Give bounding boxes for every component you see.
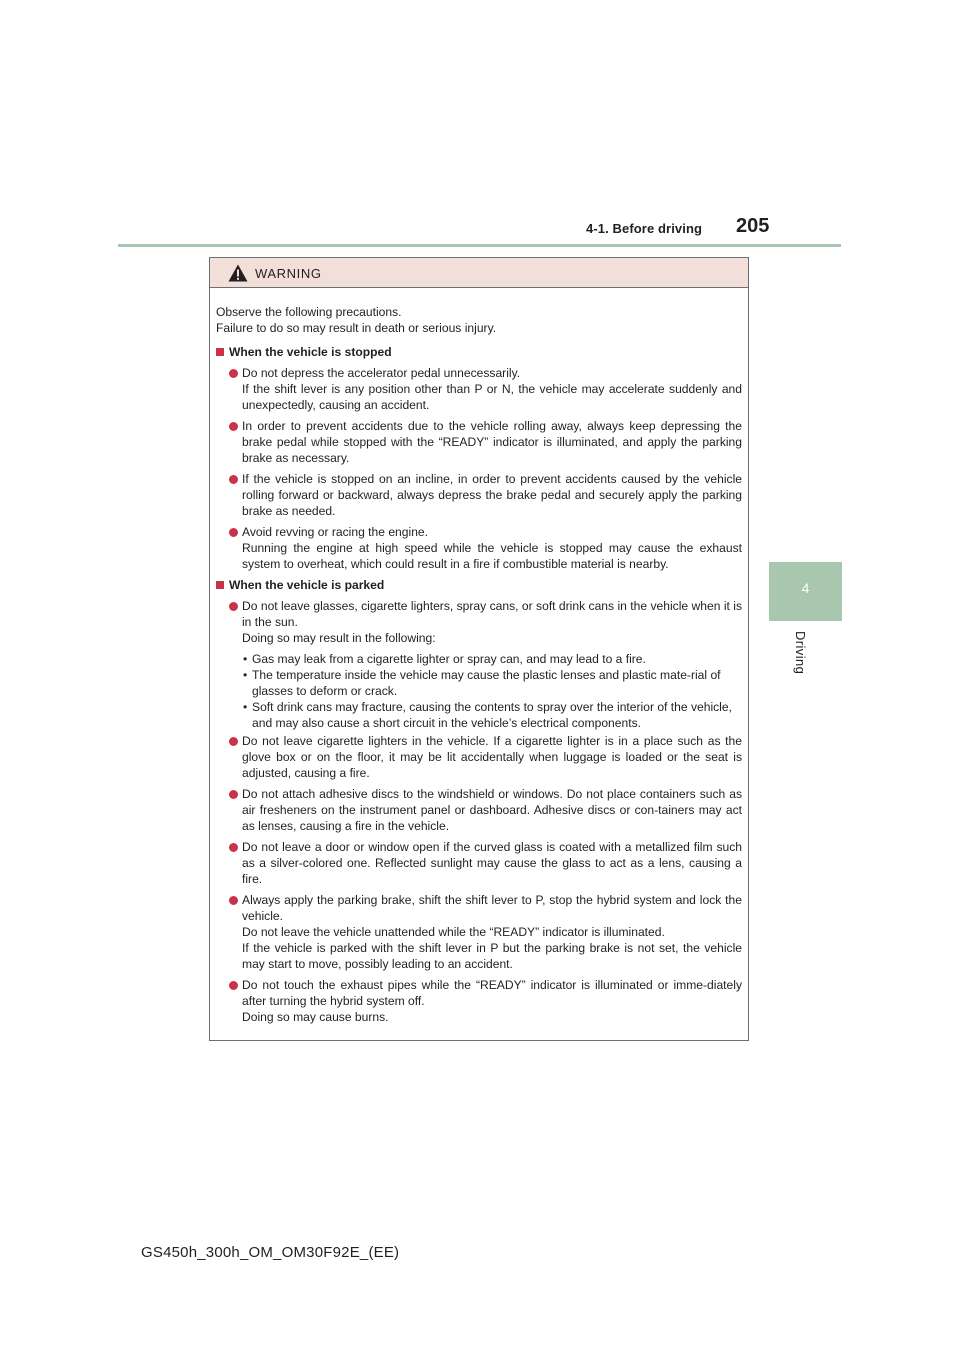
list-item [216,839,742,887]
dot-marker-icon: • [243,668,248,682]
list-item [216,892,742,972]
square-bullet-icon [216,348,224,356]
warning-section [216,577,742,1025]
warning-body [210,288,748,1025]
sub-list-item [216,651,742,667]
round-bullet-icon [229,737,238,746]
intro-line: Failure to do so may result in death or serious injury. [216,321,497,335]
section-heading [216,344,742,360]
bullet-text: Do not leave glasses, cigarette lighters, spray cans, or soft drink cans in the vehicle when it is in the sun. [242,599,742,629]
round-bullet-icon [229,843,238,852]
bullet-text: Avoid revving or racing the engine. [242,525,429,539]
round-bullet-icon [229,369,238,378]
header-rule [118,244,841,247]
warning-title: WARNING [255,266,322,281]
round-bullet-icon [229,528,238,537]
warning-triangle-icon [228,264,248,282]
chapter-tab[interactable] [769,562,842,621]
warning-box [209,257,749,1041]
warning-section [216,344,742,572]
section-title: 4-1. Before driving [586,221,703,236]
dot-marker-icon: • [243,652,248,666]
list-item [216,524,742,572]
section-heading [216,577,742,593]
manual-code: GS450h_300h_OM_OM30F92E_(EE) [141,1244,400,1261]
page-number: 205 [736,215,770,237]
list-item [216,471,742,519]
list-item [216,418,742,466]
sub-item-text: Gas may leak from a cigarette lighter or spray can, and may lead to a fire. [252,652,646,666]
bullet-text: Do not leave a door or window open if the curved glass is coated with a metallized film such as a silver-colored one. Reflected sunlight may cause the glass to act as a lens, causing a fire. [242,840,742,886]
bullet-text: Do not attach adhesive discs to the windshield or windows. Do not place containers such as air fresheners on the instrument panel or dashboard. Adhesive discs or con-tainers may act as lenses, causing a fire in the vehicle. [242,787,742,833]
section-heading-text: When the vehicle is parked [229,578,385,592]
chapter-number: 4 [801,580,810,596]
sub-item-text: The temperature inside the vehicle may cause the plastic lenses and plastic mate-rial of glasses to deform or crack. [252,668,721,698]
list-item [216,786,742,834]
bullet-text: If the vehicle is stopped on an incline, in order to prevent accidents caused by the vehicle rolling forward or backward, always depress the brake pedal and securely apply the parking brake as needed. [242,472,742,518]
intro-line: Observe the following precautions. [216,305,402,319]
bullet-text: In order to prevent accidents due to the vehicle rolling away, always keep depressing the brake pedal while stopped with the “READY” indicator is illuminated, and apply the parking brake as necessary. [242,419,742,465]
bullet-text: Doing so may result in the following: [242,631,436,645]
sub-item-text: Soft drink cans may fracture, causing the contents to spray over the interior of the vehicle, and may also cause a short circuit in the vehicle’s electrical components. [252,700,732,730]
bullet-text: Do not touch the exhaust pipes while the “READY” indicator is illuminated or imme-diately after turning the hybrid system off. [242,978,742,1008]
round-bullet-icon [229,422,238,431]
bullet-text: Running the engine at high speed while the vehicle is stopped may cause the exhaust system to overheat, which could result in a fire if combustible material is nearby. [242,541,742,571]
chapter-label: Driving [793,631,808,675]
bullet-text: Do not leave the vehicle unattended while the “READY” indicator is illuminated. [242,925,665,939]
list-item [216,598,742,646]
round-bullet-icon [229,981,238,990]
bullet-text: Doing so may cause burns. [242,1010,389,1024]
round-bullet-icon [229,475,238,484]
warning-intro [216,304,742,336]
bullet-text: Do not leave cigarette lighters in the vehicle. If a cigarette lighter is in a place such as the glove box or on the floor, it may be lit accidentally when luggage is loaded or the seat is adjusted, causing a fire. [242,734,742,780]
dot-marker-icon: • [243,700,248,714]
bullet-text: Always apply the parking brake, shift the shift lever to P, stop the hybrid system and lock the vehicle. [242,893,742,923]
warning-header [210,258,748,288]
sub-list-item [216,667,742,699]
sub-list-item [216,699,742,731]
warning-sections [216,344,742,1025]
list-item [216,733,742,781]
square-bullet-icon [216,581,224,589]
round-bullet-icon [229,790,238,799]
bullet-text: Do not depress the accelerator pedal unnecessarily. [242,366,521,380]
section-heading-text: When the vehicle is stopped [229,345,392,359]
bullet-text: If the shift lever is any position other than P or N, the vehicle may accelerate suddenly and unexpectedly, causing an accident. [242,382,742,412]
round-bullet-icon [229,896,238,905]
list-item [216,365,742,413]
bullet-text: If the vehicle is parked with the shift lever in P but the parking brake is not set, the vehicle may start to move, possibly leading to an accident. [242,941,742,971]
round-bullet-icon [229,602,238,611]
list-item [216,977,742,1025]
